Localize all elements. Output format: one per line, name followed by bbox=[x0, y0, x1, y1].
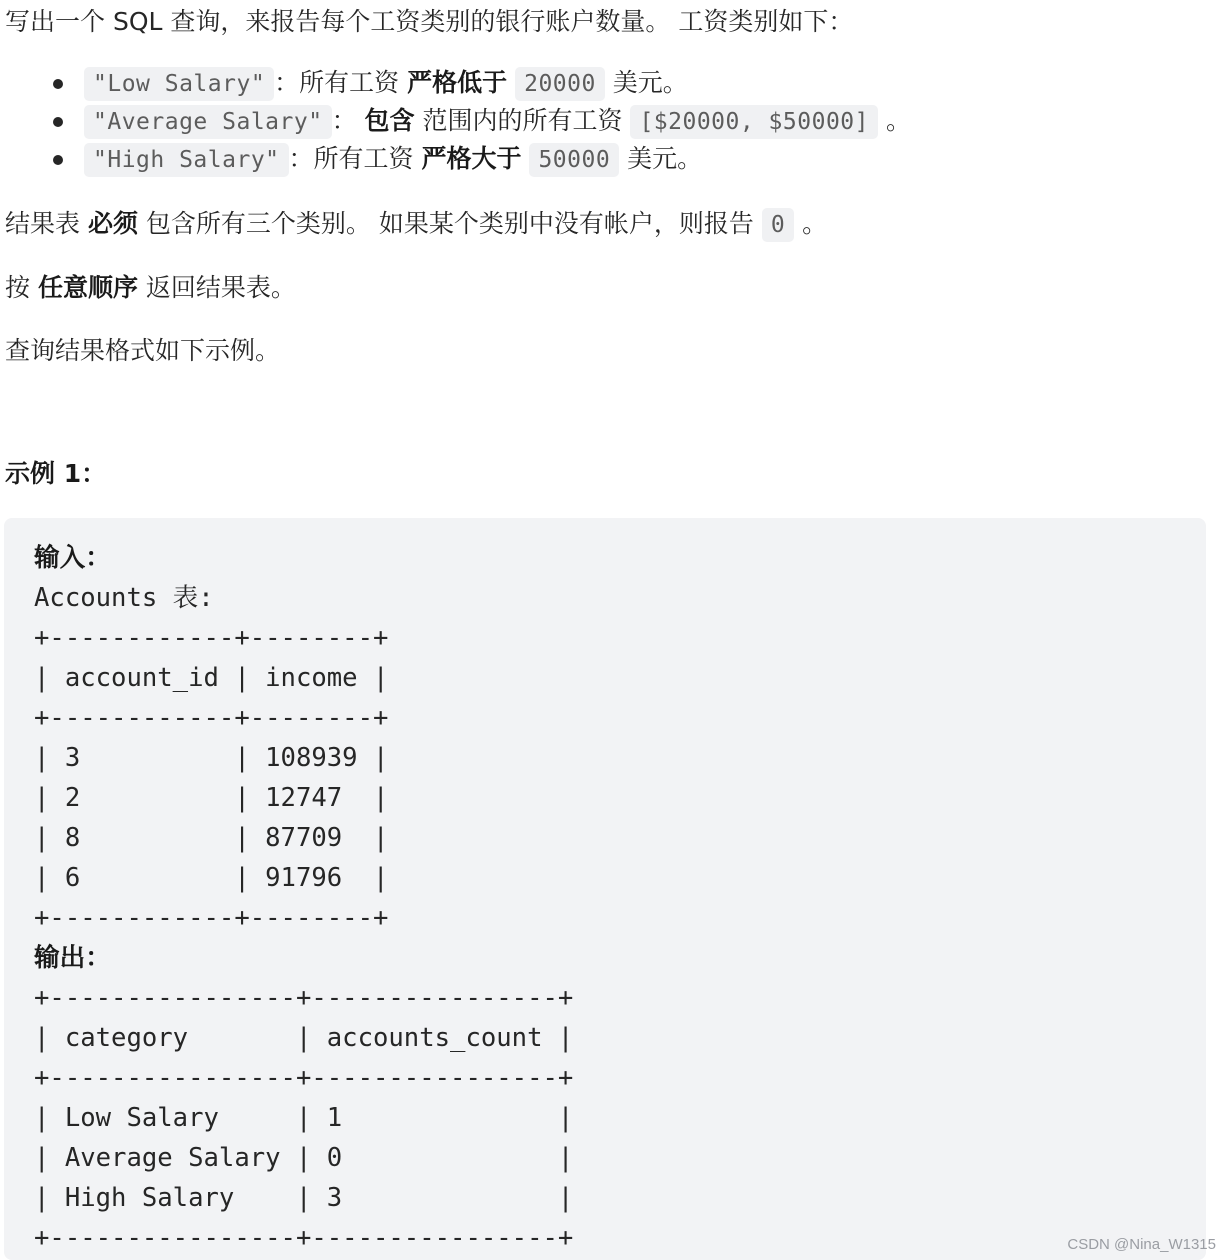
input-table-line: | 8 | 87709 | bbox=[34, 823, 389, 853]
intro-text: 写出一个 SQL 查询，来报告每个工资类别的银行账户数量。 工资类别如下： bbox=[5, 7, 854, 36]
result-rule-text: 结果表 必须 包含所有三个类别。 如果某个类别中没有帐户，则报告 0 。 bbox=[5, 206, 827, 243]
emphasis: 任意顺序 bbox=[37, 273, 138, 302]
input-table-line: | 6 | 91796 | bbox=[34, 863, 389, 893]
salary-category-list bbox=[0, 64, 911, 178]
input-label: 输入： bbox=[34, 543, 111, 573]
category-code: "High Salary" bbox=[84, 143, 289, 177]
format-rule-text: 查询结果格式如下示例。 bbox=[5, 336, 281, 365]
emphasis: 严格低于 bbox=[407, 68, 508, 97]
example-pre bbox=[34, 538, 573, 1258]
output-table-line: +----------------+----------------+ bbox=[34, 1223, 574, 1253]
category-item-low: "Low Salary" ：所有工资 严格低于 20000 美元。 bbox=[0, 64, 911, 102]
output-table-line: +----------------+----------------+ bbox=[34, 1063, 574, 1093]
threshold-code: 50000 bbox=[529, 143, 619, 177]
category-code: "Low Salary" bbox=[84, 67, 274, 101]
zero-code: 0 bbox=[762, 208, 794, 242]
output-table-line: +----------------+----------------+ bbox=[34, 983, 574, 1013]
input-table-line: | 2 | 12747 | bbox=[34, 783, 389, 813]
category-item-average: "Average Salary" ： 包含 范围内的所有工资 [$20000, $50000] 。 bbox=[0, 102, 911, 140]
range-code: [$20000, $50000] bbox=[630, 105, 878, 139]
watermark: CSDN @Nina_W1315 bbox=[1067, 1236, 1216, 1253]
input-table-line: | account_id | income | bbox=[34, 663, 389, 693]
input-table-line: +------------+--------+ bbox=[34, 623, 389, 653]
category-code: "Average Salary" bbox=[84, 105, 332, 139]
threshold-code: 20000 bbox=[515, 67, 605, 101]
input-table-line: | 3 | 108939 | bbox=[34, 743, 389, 773]
output-table-line: | High Salary | 3 | bbox=[34, 1183, 574, 1213]
example-title: 示例 1： bbox=[5, 459, 107, 488]
input-table-line: +------------+--------+ bbox=[34, 703, 389, 733]
category-item-high: "High Salary" ：所有工资 严格大于 50000 美元。 bbox=[0, 140, 911, 178]
output-table-line: | category | accounts_count | bbox=[34, 1023, 574, 1053]
emphasis: 严格大于 bbox=[421, 144, 522, 173]
order-rule-text: 按 任意顺序 返回结果表。 bbox=[5, 273, 296, 302]
table-label: Accounts 表: bbox=[34, 583, 214, 613]
output-table-line: | Low Salary | 1 | bbox=[34, 1103, 574, 1133]
input-table-line: +------------+--------+ bbox=[34, 903, 389, 933]
emphasis: 必须 bbox=[87, 209, 138, 238]
output-table-line: | Average Salary | 0 | bbox=[34, 1143, 574, 1173]
emphasis: 包含 bbox=[364, 106, 415, 135]
output-label: 输出： bbox=[34, 943, 111, 973]
